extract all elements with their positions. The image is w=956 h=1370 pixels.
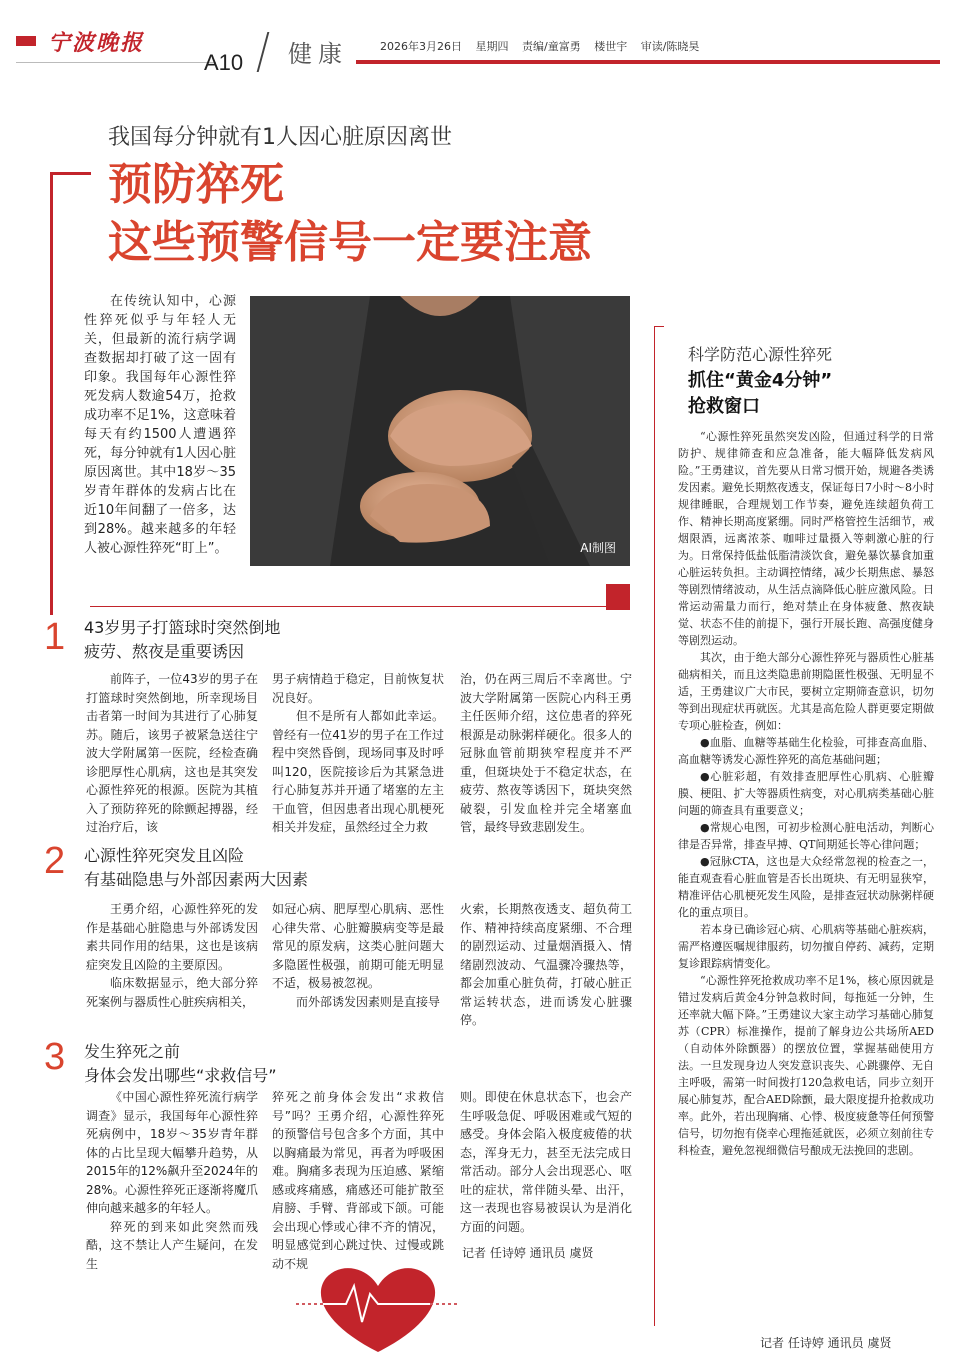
intro-paragraph: 在传统认知中，心源性猝死似乎与年轻人无关，但最新的流行病学调查数据却打破了这一固有印象。我国每年心源性猝死发病人数逾54万，抢救成功率不足1%，这意味着每天有约1500人遭遇猝死，每分钟就有1人因心脏原因离世。其中18岁～35岁青年群体的发病占比在近10年间翻了一倍多，达到28%。越来越多的年轻人被心源性猝死“盯上”。: [84, 294, 236, 556]
section3-column2: 猝死之前身体会发出“求救信号”吗？王勇介绍，心源性猝死的预警信号包含多个方面，其中以胸痛最为常见，再者为呼吸困难。胸痛多表现为压迫感、紧缩感或疼痛感，痛感还可能扩散至肩膀、手臂、背部或下颌。可能会出现心悸或心律不齐的情况，明显感觉到心跳过快、过慢或跳动不规: [272, 1090, 444, 1271]
proofreader-credit: 审读/陈晓昊: [640, 40, 700, 53]
issue-weekday: 星期四: [475, 40, 509, 53]
section-number-3: 3: [44, 1036, 66, 1078]
section1-column1: 前阵子，一位43岁的男子在打篮球时突然倒地，所幸现场目击者第一时间为其进行了心肺复苏。随后，该男子被紧急送往宁波大学附属第一医院，经检查确诊肥厚性心肌病，这也是其突发心源性猝死的根源。医院为其植入了预防猝死的除颤起搏器，经过治疗后，该: [86, 672, 258, 834]
chest-pain-illustration: [250, 296, 630, 566]
section3-column1: 《中国心源性猝死流行病学调查》显示，我国每年心源性猝死病例中，18岁～35岁青年群体的占比呈现大幅攀升趋势，从2015年的12%飙升至2024年的28%。心源性猝死正逐渐将魔爪伸向越来越多的年轻人。 猝死的到来如此突然而残酷，这不禁让人产生疑问，在发生: [86, 1090, 258, 1271]
section-number-2: 2: [44, 840, 66, 882]
issue-date: 2026年3月26日: [380, 40, 462, 53]
section2-column3: 火索，长期熬夜透支、超负荷工作、精神持续高度紧绷、不合理的剧烈运动、过量烟酒摄入、情绪剧烈波动、气温骤冷骤热等，都会加重心脏负荷，打破心脏正常运转状态，进而诱发心脏骤停。: [460, 902, 632, 1027]
bracket-rule: [90, 606, 630, 607]
section1-column3: 治，仍在两三周后不幸离世。宁波大学附属第一医院心内科王勇主任医师介绍，这位患者的猝死根源是动脉粥样硬化。很多人的冠脉血管前期狭窄程度并不严重，但斑块处于不稳定状态，在疲劳、熬夜等诱因下，斑块突然破裂，引发血栓并完全堵塞血管，最终导致悲剧发生。: [460, 672, 632, 834]
article-byline: 记者 任诗婷 通讯员 虞贤: [462, 1246, 594, 1260]
headline-line2: 这些预警信号一定要注意: [108, 217, 592, 268]
sidebar-title: 抓住“黄金4分钟” 抢救窗口: [688, 370, 833, 417]
newspaper-logo: 宁波晚报: [48, 30, 145, 56]
sidebar-rule: [654, 326, 655, 1326]
bracket-corner: [606, 584, 630, 610]
section-name: 健康: [288, 40, 348, 68]
section2-column1: 王勇介绍，心源性猝死的发作是基础心脏隐患与外部诱发因素共同作用的结果，这也是该病症突发且凶险的主要原因。 临床数据显示，绝大部分猝死案例与器质性心脏疾病相关，: [86, 902, 258, 1009]
masthead-divider: [257, 32, 270, 72]
headline-kicker: 我国每分钟就有1人因心脏原因离世: [108, 125, 452, 150]
section3-column3: 则。即使在休息状态下，也会产生呼吸急促、呼吸困难或气短的感受。身体会陷入极度疲倦的状态，浑身无力，甚至无法完成日常活动。部分人会出现恶心、呕吐的症状，常伴随头晕、出汗，这一表现也容易被误认为是消化方面的问题。: [460, 1090, 632, 1234]
lead-photo: [250, 296, 630, 566]
sidebar-byline: 记者 任诗婷 通讯员 虞贤: [760, 1336, 892, 1350]
masthead-rule-left: [16, 62, 216, 63]
section-title-3: 发生猝死之前 身体会发出哪些“求救信号”: [84, 1042, 277, 1085]
sidebar-kicker: 科学防范心源性猝死: [688, 345, 833, 364]
masthead-rule-red: [356, 60, 940, 64]
section-title-1: 43岁男子打篮球时突然倒地 疲劳、熬夜是重要诱因: [84, 618, 281, 661]
heart-icon: [296, 1256, 460, 1356]
page-number: A10: [204, 50, 244, 75]
editor-credit: 责编/童富勇: [522, 40, 581, 53]
sidebar-rule-tick: [654, 326, 664, 327]
masthead-meta: [380, 38, 709, 54]
section1-column2: 男子病情趋于稳定，目前恢复状况良好。 但不是所有人都如此幸运。曾经有一位41岁的男子在工作过程中突然昏倒，现场同事及时呼叫120，医院接诊后为其紧急进行心肺复苏并开通了堵塞的左主干血管，但因患者出现心肌梗死相关并发症，虽然经过全力救: [272, 672, 444, 834]
designer-credit: 楼世宇: [594, 40, 628, 53]
headline: [108, 156, 592, 272]
masthead-mark: [16, 36, 36, 46]
section-number-1: 1: [44, 616, 66, 658]
section2-column2: 如冠心病、肥厚型心肌病、恶性心律失常、心脏瓣膜病变等是最常见的原发病，这类心脏问题大多隐匿性极强，前期可能无明显不适，极易被忽视。 而外部诱发因素则是直接导: [272, 902, 444, 1009]
sidebar-body: “心源性猝死虽然突发凶险，但通过科学的日常防护、规律筛查和应急准备，能大幅降低发病风险。”王勇建议，首先要从日常习惯开始，规避各类诱发因素。避免长期熬夜透支，保证每日7小时～8小时规律睡眠，合理规划工作节奏，避免连续超负荷工作、精神长期高度紧绷。同时严格管控生活细节，戒烟限酒，远离浓茶、咖啡过量摄入等刺激心脏的行为。日常保持低盐低脂清淡饮食，避免暴饮暴食加重心脏运转负担。主动调控情绪，减少长期焦虑、暴怒等剧烈情绪波动，从生活点滴降低心脏应激风险。日常运动需量力而行，绝对禁止在身体疲惫、熬夜缺觉、状态不佳的前提下，强行开展长跑、高强度健身等剧烈运动。 其次，由于绝大部分心源性猝死与器质性心脏基础病相关，而且这类隐患前期隐匿性极强、无明显不适，王勇建议广大市民，要树立定期筛查意识，切勿等到出现症状再就医。尤其是高危险人群更要定期做专项心脏检查，例如： ●血脂、血糖等基础生化检验，可排查高血脂、高血糖等诱发心源性猝死的高危基础问题； ●心脏彩超，有效排查肥厚性心肌病、心脏瓣膜、梗阻、扩大等器质性病变，对心肌病类基础心脏问题的筛查具有重要意义； ●常规心电图，可初步检测心脏电活动，判断心律是否异常，排查早搏、QT间期延长等心律问题； ●冠脉CTA，这也是大众经常忽视的检查之一，能直观查看心脏血管是否长出斑块、有无明显狭窄，精准评估心肌梗死发生风险，是排查冠状动脉粥样硬化的重点项目。 若本身已确诊冠心病、心肌病等基础心脏疾病，需严格遵医嘱规律服药，切勿擅自停药、减药，定期复诊跟踪病情变化。 “心源性猝死抢救成功率不足1%，核心原因就是错过发病后黄金4分钟急救时间，每拖延一分钟，生还率就大幅下降。”王勇建议大家主动学习基础心肺复苏（CPR）标准操作，提前了解身边公共场所AED（自动体外除颤器）的摆放位置，掌握基础使用方法。一旦发现身边人突发意识丧失、心跳骤停、无自主呼吸，需第一时间拨打120急救电话，同步立刻开展心肺复苏，配合AED除颤，最大限度提升抢救成功率。此外，若出现胸痛、心悸、极度疲惫等任何预警信号，切勿抱有侥幸心理拖延就医，必须立刻前往专科检查，避免忽视细微信号酿成无法挽回的悲剧。: [678, 430, 934, 1157]
headline-line1: 预防猝死: [108, 159, 284, 210]
photo-credit: AI制图: [580, 541, 616, 555]
section-title-2: 心源性猝死突发且凶险 有基础隐患与外部因素两大因素: [84, 846, 309, 889]
